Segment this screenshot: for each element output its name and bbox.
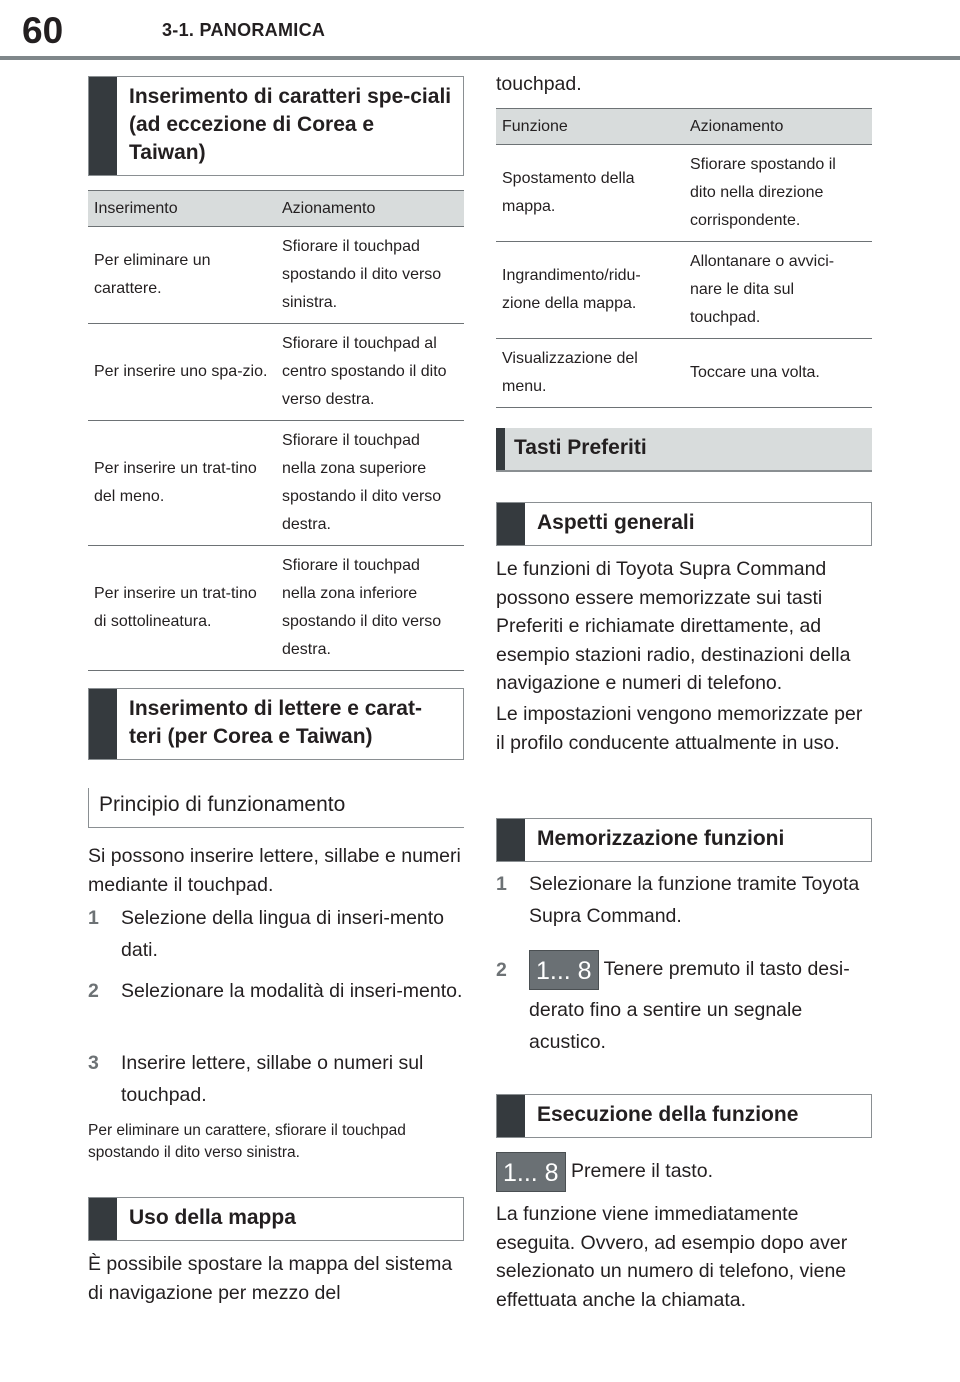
step-number: 2 [88, 980, 99, 1002]
table-cell: Sfiorare il touchpad nella zona inferiore spostando il dito verso destra. [276, 546, 464, 671]
section-bar [496, 428, 505, 470]
section-title: Uso della mappa [129, 1206, 296, 1229]
step-item [496, 868, 872, 932]
execute-line [496, 1152, 872, 1192]
table-header: Funzione [496, 109, 684, 145]
table-cell: Allontanare o avvici-nare le dita sul touchpad. [684, 242, 872, 339]
table-cell: Visualizzazione del menu. [496, 339, 684, 408]
table-row [496, 145, 872, 242]
section-bar [497, 1095, 525, 1137]
section-general [496, 502, 872, 546]
section-bar [89, 1198, 117, 1240]
step-item [88, 1047, 464, 1111]
table-cell: Spostamento della mappa. [496, 145, 684, 242]
step-item [496, 950, 872, 990]
table-cell: Ingrandimento/ridu-zione della mappa. [496, 242, 684, 339]
intro-text: Si possono inserire lettere, sillabe e numeri mediante il touchpad. [88, 845, 461, 896]
section-map-usage [88, 1197, 464, 1241]
map-intro-continued: touchpad. [496, 73, 582, 95]
chapter-title: 3-1. PANORAMICA [162, 20, 326, 40]
execute-paragraph: La funzione viene immediatamente eseguita. Ovvero, ad esempio dopo aver selezionato un numero di telefono, viene effettuata anche la chiamata. [496, 1203, 848, 1311]
header-rule [0, 56, 960, 60]
section-korea-taiwan [88, 688, 464, 760]
step-number: 3 [88, 1052, 99, 1074]
page-number: 60 [22, 10, 64, 51]
favorite-key-button[interactable]: 1... 8 [529, 950, 599, 990]
table-row [88, 324, 464, 421]
table-row [496, 242, 872, 339]
map-intro-text: È possibile spostare la mappa del sistema di navigazione per mezzo del [88, 1253, 453, 1304]
map-table [496, 108, 872, 408]
step-number: 1 [88, 907, 99, 929]
section-bar [497, 503, 525, 545]
section-bar [89, 689, 117, 759]
table-cell: Sfiorare il touchpad al centro spostando il dito verso destra. [276, 324, 464, 421]
table-cell: Sfiorare il touchpad spostando il dito verso sinistra. [276, 227, 464, 324]
table-cell: Toccare una volta. [684, 339, 872, 408]
table-cell: Per inserire un trat-tino di sottolineatura. [88, 546, 276, 671]
section-title: Aspetti generali [537, 511, 695, 534]
table-header: Inserimento [88, 191, 276, 227]
table-row [88, 227, 464, 324]
section-store [496, 818, 872, 862]
favorites-paragraph: Le funzioni di Toyota Supra Command possono essere memorizzate sui tasti Preferiti e richiamate direttamente, ad esempio stazioni radio, destinazioni della navigazione e numeri di telefono. [496, 558, 851, 694]
section-bar [89, 77, 117, 175]
special-chars-table [88, 190, 464, 671]
table-row [88, 421, 464, 546]
step-text [529, 950, 872, 990]
step-text-inline: Tenere premuto il tasto desi- [603, 958, 850, 981]
step-text: Selezione della lingua di inseri-mento dati. [121, 907, 445, 961]
step-item [88, 975, 464, 1007]
table-header: Azionamento [276, 191, 464, 227]
section-title: Inserimento di caratteri spe-ciali (ad eccezione di Corea e Taiwan) [129, 85, 452, 164]
table-cell: Per inserire un trat-tino del meno. [88, 421, 276, 546]
section-title: Inserimento di lettere e carat-teri (per Corea e Taiwan) [129, 697, 422, 748]
table-row [496, 339, 872, 408]
section-title: Tasti Preferiti [514, 436, 647, 459]
subheading-principle: Principio di funzionamento [88, 788, 464, 828]
table-cell: Sfiorare il touchpad nella zona superiore spostando il dito verso destra. [276, 421, 464, 546]
step-text: Inserire lettere, sillabe o numeri sul touchpad. [121, 1052, 424, 1106]
table-cell: Per eliminare un carattere. [88, 227, 276, 324]
favorites-paragraph: Le impostazioni vengono memorizzate per il profilo conducente attualmente in uso. [496, 703, 863, 754]
step-number: 2 [496, 959, 507, 981]
table-cell: Per inserire uno spa-zio. [88, 324, 276, 421]
section-bar [497, 819, 525, 861]
section-favorites [496, 428, 872, 472]
section-title: Memorizzazione funzioni [537, 827, 785, 850]
step-text: derato fino a sentire un segnale acustico. [529, 999, 803, 1053]
table-cell: Sfiorare spostando il dito nella direzione corrispondente. [684, 145, 872, 242]
step-text: Selezionare la modalità di inseri-mento. [121, 980, 463, 1002]
section-title: Esecuzione della funzione [537, 1103, 799, 1126]
step-number: 1 [496, 873, 507, 895]
favorite-key-button[interactable]: 1... 8 [496, 1152, 566, 1192]
press-text: Premere il tasto. [571, 1160, 713, 1183]
section-execute [496, 1094, 872, 1138]
step-item [88, 902, 464, 966]
step-text: Selezionare la funzione tramite Toyota Supra Command. [529, 873, 860, 927]
table-header: Azionamento [684, 109, 872, 145]
note-text: Per eliminare un carattere, sfiorare il touchpad spostando il dito verso sinistra. [88, 1122, 406, 1161]
section-special-chars [88, 76, 464, 176]
step-continuation [496, 994, 872, 1058]
table-row [88, 546, 464, 671]
